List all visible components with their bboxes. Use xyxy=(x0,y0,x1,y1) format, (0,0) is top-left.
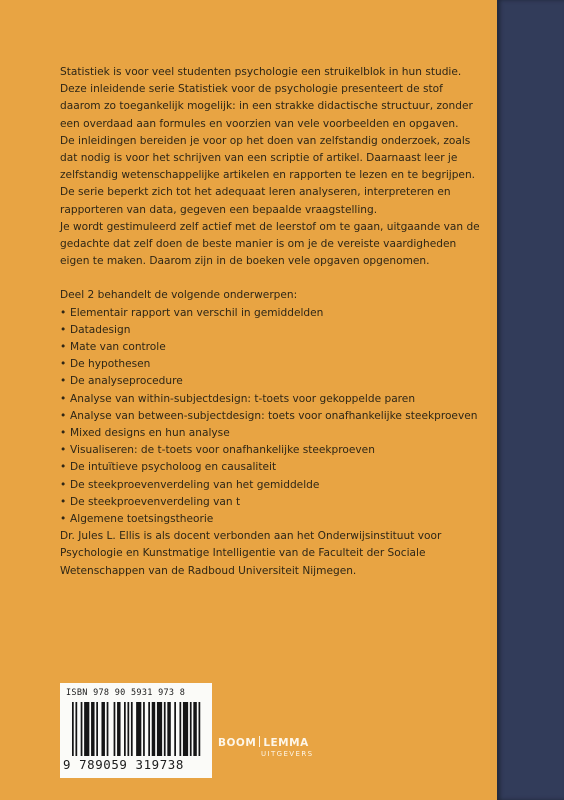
list-item: • Datadesign xyxy=(60,322,480,339)
author-bio: Dr. Jules L. Ellis is als docent verbonden aan het Onderwijsinstituut voor Psychologie en Kunstmatige Intelligentie van de Faculteit der Sociale Wetenschappen van de Radboud Universiteit Nijmegen. xyxy=(60,530,442,577)
list-item: • De hypothesen xyxy=(60,356,480,373)
barcode-digits: 9 789059 319738 xyxy=(63,757,184,772)
list-item: • De analyseprocedure xyxy=(60,373,480,390)
back-cover-text xyxy=(60,64,480,580)
publisher-name-right: LEMMA xyxy=(263,737,309,749)
list-item: • Elementair rapport van verschil in gemiddelden xyxy=(60,305,480,322)
list-item: • Analyse van between-subjectdesign: toets voor onafhankelijke steekproeven xyxy=(60,408,480,425)
publisher-name-left: BOOM xyxy=(218,737,257,749)
publisher-subtitle: UITGEVERS xyxy=(261,750,314,758)
intro-paragraph-3: Je wordt gestimuleerd zelf actief met de leerstof om te gaan, uitgaande van de gedachte dat zelf doen de beste manier is om je de vereiste vaardigheden eigen te maken. Daarom zijn in de boeken vele opgaven opgenomen. xyxy=(60,220,480,268)
series-title: Statistiek voor de psychologie xyxy=(177,83,338,96)
list-item: • Analyse van within-subjectdesign: t-toets voor gekoppelde paren xyxy=(60,391,480,408)
book-spine xyxy=(497,0,564,800)
publisher-name xyxy=(218,736,309,749)
publisher-logo xyxy=(218,736,314,758)
list-item: • Algemene toetsingstheorie xyxy=(60,511,480,528)
list-item: • Mixed designs en hun analyse xyxy=(60,425,480,442)
list-item: • Visualiseren: de t-toets voor onafhankelijke steekproeven xyxy=(60,442,480,459)
list-item: • De steekproevenverdeling van het gemiddelde xyxy=(60,477,480,494)
list-item: • De intuïtieve psycholoog en causaliteit xyxy=(60,459,480,476)
barcode-icon xyxy=(72,702,202,756)
list-item: • Mate van controle xyxy=(60,339,480,356)
intro-text-cont: presenteert de stof daarom zo toegankelijk mogelijk: in een strakke didactische structuur, zonder een overdaad aan formules en voorzien van vele voorbeelden en opgaven. xyxy=(60,83,473,130)
list-item: • De steekproevenverdeling van t xyxy=(60,494,480,511)
intro-paragraph-2: De inleidingen bereiden je voor op het doen van zelfstandig onderzoek, zoals dat nodig is voor het schrijven van een scriptie of artikel. Daarnaast leer je zelfstandig wetenschappelijke artikelen en rapporten te lezen en te begrijpen. De serie beperkt zich tot het adequaat leren analyseren, interpreteren en rapporteren van data, gegeven een bepaalde vraagstelling. xyxy=(60,134,476,216)
intro-paragraph-1 xyxy=(60,64,480,133)
isbn-text: ISBN 978 90 5931 973 8 xyxy=(66,688,186,698)
barcode-label xyxy=(60,683,212,778)
topics-list xyxy=(60,305,480,529)
intro-text: Statistiek is voor veel studenten psychologie een struikelblok in hun studie. Deze inleidende serie xyxy=(60,66,462,96)
topics-heading: Deel 2 behandelt de volgende onderwerpen: xyxy=(60,289,298,302)
